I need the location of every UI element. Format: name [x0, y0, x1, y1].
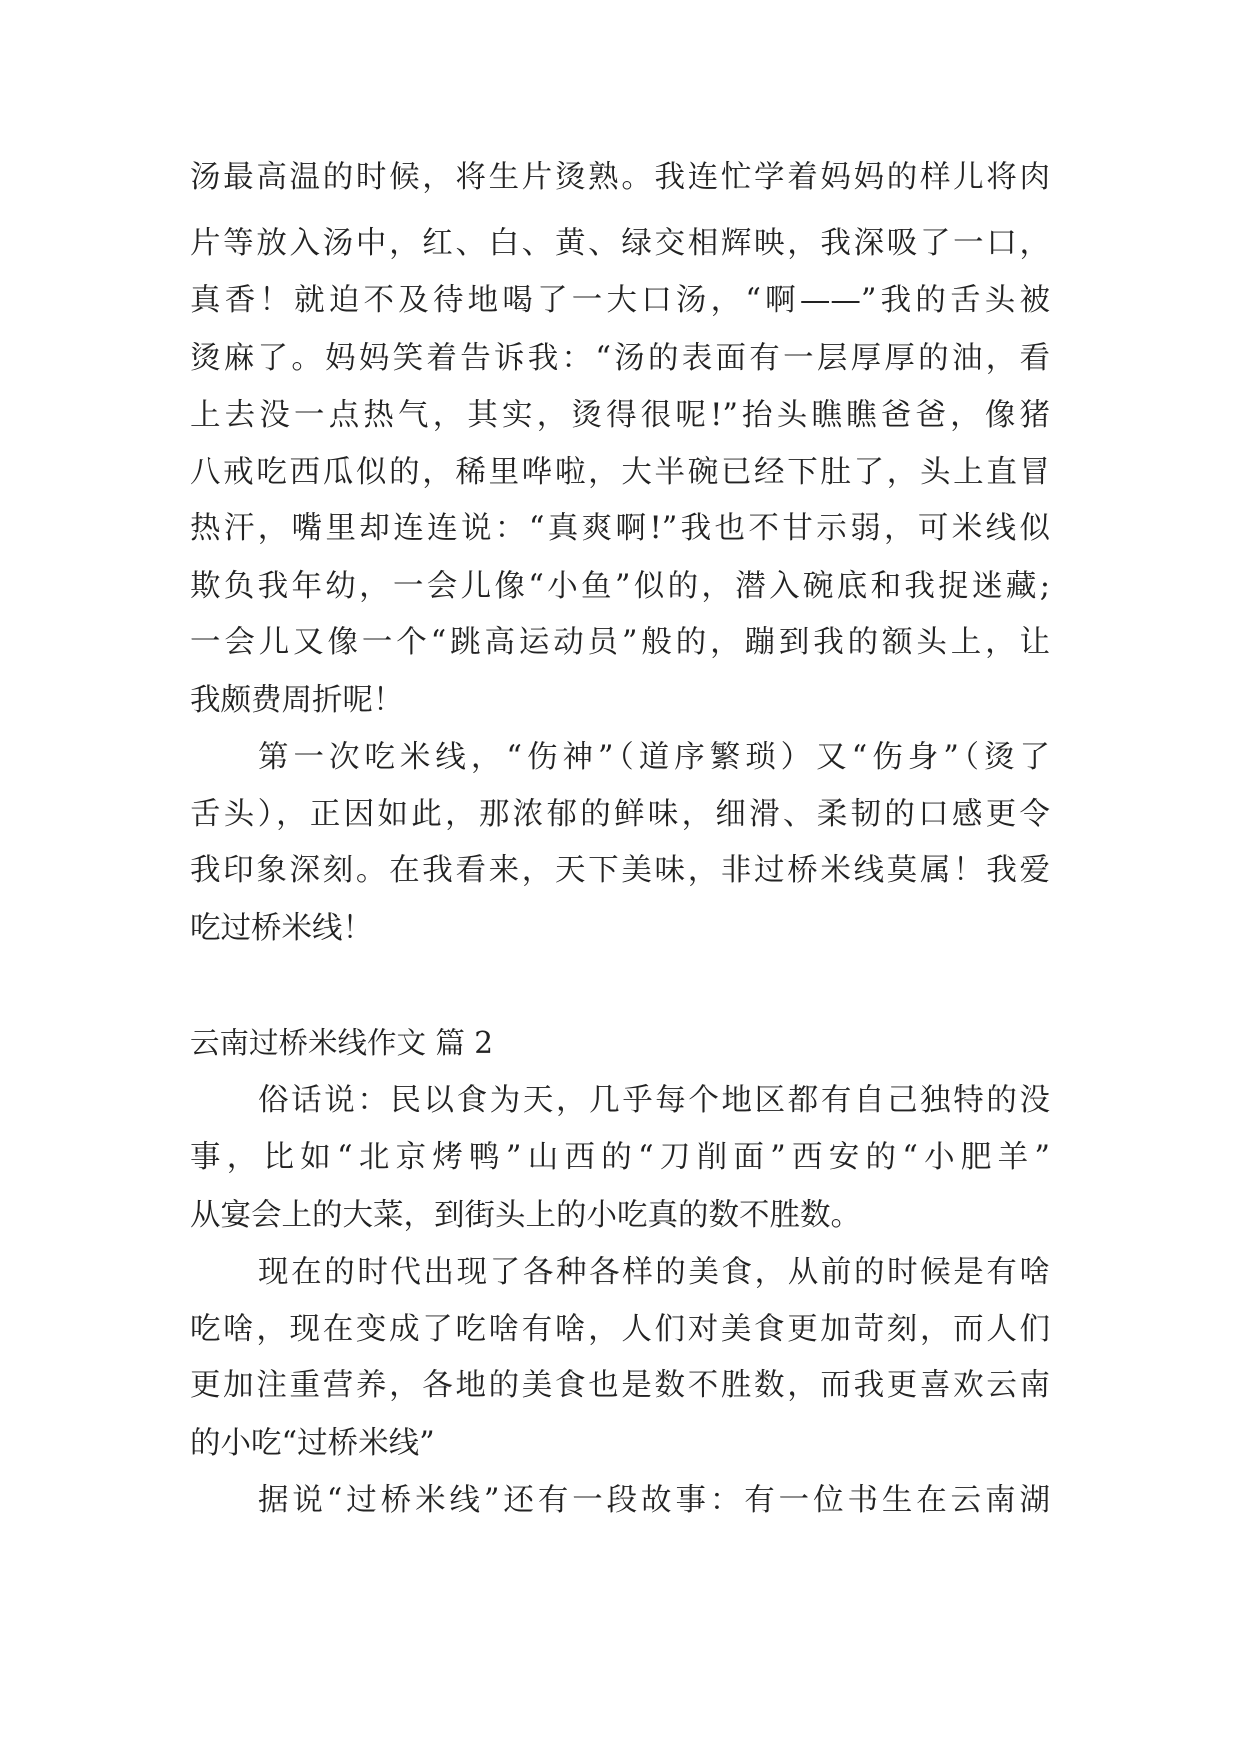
- paragraph-3-line-1: 俗话说：民以食为天，几乎每个地区都有自己独特的没: [258, 1083, 1050, 1118]
- paragraph-1-line-5: 上去没一点热气，其实，烫得很呢!”抬头瞧瞧爸爸，像猪: [190, 398, 1050, 433]
- paragraph-2-line-3: 我印象深刻。在我看来，天下美味，非过桥米线莫属！我爱: [190, 853, 1050, 888]
- paragraph-4-line-3: 更加注重营养，各地的美食也是数不胜数，而我更喜欢云南: [190, 1368, 1050, 1403]
- paragraph-1-line-2: 片等放入汤中，红、白、黄、绿交相辉映，我深吸了一口，: [190, 226, 1050, 261]
- paragraph-1-line-8: 欺负我年幼，一会儿像“小鱼”似的，潜入碗底和我捉迷藏;: [190, 569, 1050, 604]
- paragraph-1-line-9: 一会儿又像一个“跳高运动员”般的，蹦到我的额头上，让: [190, 625, 1050, 660]
- section-heading: 云南过桥米线作文 篇 2: [190, 1026, 494, 1060]
- paragraph-2-line-4: 吃过桥米线！: [190, 911, 373, 946]
- paragraph-4-line-1: 现在的时代出现了各种各样的美食，从前的时候是有啥: [258, 1255, 1050, 1290]
- paragraph-1-line-6: 八戒吃西瓜似的，稀里哗啦，大半碗已经下肚了，头上直冒: [190, 455, 1050, 490]
- paragraph-2-line-1: 第一次吃米线，“伤神”（道序繁琐）又“伤身”（烫了: [258, 740, 1050, 775]
- paragraph-1-line-1: 汤最高温的时候，将生片烫熟。我连忙学着妈妈的样儿将肉: [190, 160, 1050, 195]
- paragraph-1-line-3: 真香！就迫不及待地喝了一大口汤，“啊——”我的舌头被: [190, 283, 1050, 318]
- paragraph-1-line-7: 热汗，嘴里却连连说：“真爽啊!”我也不甘示弱，可米线似: [190, 511, 1050, 546]
- paragraph-3-line-3: 从宴会上的大菜，到街头上的小吃真的数不胜数。: [190, 1198, 861, 1233]
- paragraph-5-line-1: 据说“过桥米线”还有一段故事：有一位书生在云南湖: [258, 1483, 1050, 1518]
- paragraph-4-line-2: 吃啥，现在变成了吃啥有啥，人们对美食更加苛刻，而人们: [190, 1312, 1050, 1347]
- paragraph-1-line-10: 我颇费周折呢！: [190, 683, 404, 718]
- paragraph-4-line-4: 的小吃“过桥米线”: [190, 1426, 435, 1461]
- paragraph-1-line-4: 烫麻了。妈妈笑着告诉我：“汤的表面有一层厚厚的油，看: [190, 341, 1050, 376]
- paragraph-3-line-2: 事，比如“北京烤鸭”山西的“刀削面”西安的“小肥羊”: [190, 1140, 1050, 1175]
- paragraph-2-line-2: 舌头），正因如此，那浓郁的鲜味，细滑、柔韧的口感更令: [190, 797, 1050, 832]
